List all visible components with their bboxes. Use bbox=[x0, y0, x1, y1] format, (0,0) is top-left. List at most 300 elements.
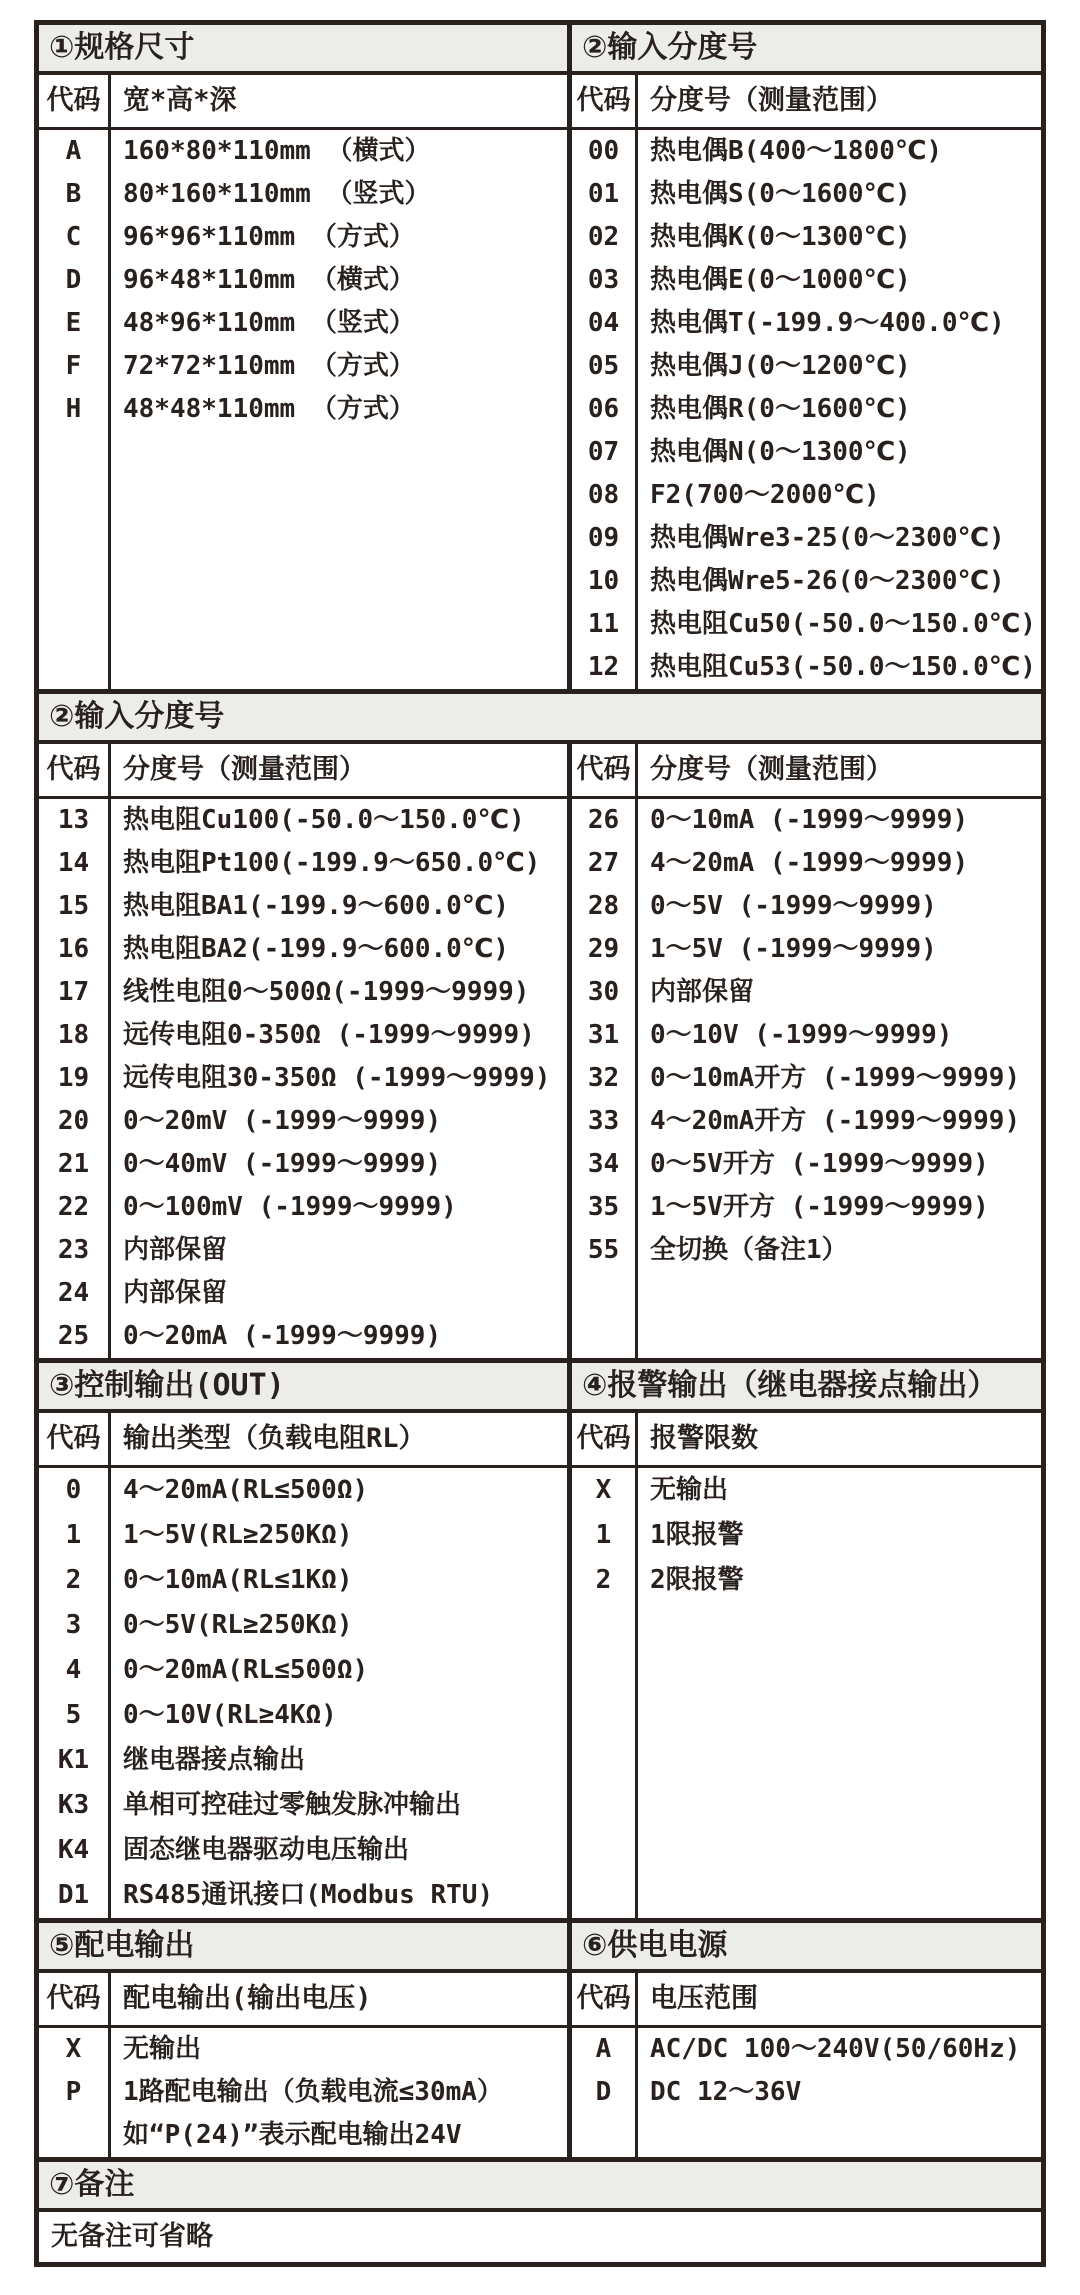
table-body bbox=[572, 1468, 1041, 1603]
desc-line: F2(700～2000℃) bbox=[650, 480, 880, 510]
desc-line: 48*96*110mm （竖式） bbox=[123, 308, 415, 338]
table-row bbox=[572, 259, 1041, 302]
desc-line: 0～10V (-1999～9999) bbox=[650, 1020, 953, 1050]
table-row bbox=[39, 1100, 567, 1143]
code-cell: 18 bbox=[39, 1014, 111, 1057]
column-header-row bbox=[572, 1413, 1041, 1468]
section-row-control-and-alarm bbox=[39, 1358, 1041, 1918]
table-row bbox=[572, 216, 1041, 259]
code-cell: D bbox=[39, 259, 111, 302]
table-row bbox=[572, 1143, 1041, 1186]
desc-cell bbox=[111, 1143, 567, 1186]
empty-code-column bbox=[39, 431, 111, 689]
table-row bbox=[39, 2071, 567, 2157]
desc-cell bbox=[638, 1558, 1041, 1603]
desc-cell bbox=[638, 1100, 1041, 1143]
table-row bbox=[39, 130, 567, 173]
desc-line: 0～20mV (-1999～9999) bbox=[123, 1106, 442, 1136]
code-cell: 16 bbox=[39, 928, 111, 971]
desc-line: 热电阻Cu50(-50.0～150.0℃) bbox=[650, 609, 1036, 639]
table-row bbox=[39, 1014, 567, 1057]
column-header-code: 代码 bbox=[39, 75, 111, 127]
table-row bbox=[39, 1828, 567, 1873]
code-cell: F bbox=[39, 345, 111, 388]
code-cell: 01 bbox=[572, 173, 638, 216]
desc-line: 单相可控硅过零触发脉冲输出 bbox=[123, 1790, 462, 1820]
code-cell: 27 bbox=[572, 842, 638, 885]
desc-line: 72*72*110mm （方式） bbox=[123, 351, 415, 381]
table-body bbox=[39, 2028, 567, 2157]
table-row bbox=[39, 1513, 567, 1558]
desc-cell bbox=[638, 130, 1041, 173]
desc-line: 0～10mA开方 (-1999～9999) bbox=[650, 1063, 1021, 1093]
column-header-desc: 输出类型（负载电阻RL） bbox=[123, 1423, 426, 1454]
column-header-code: 代码 bbox=[572, 1413, 638, 1465]
desc-cell bbox=[111, 216, 567, 259]
section-title: ③控制输出(OUT) bbox=[39, 1363, 567, 1413]
code-cell: 22 bbox=[39, 1186, 111, 1229]
desc-cell bbox=[111, 2071, 567, 2157]
code-cell: 13 bbox=[39, 799, 111, 842]
desc-cell bbox=[111, 928, 567, 971]
empty-filler bbox=[39, 431, 567, 689]
column-header-code: 代码 bbox=[39, 744, 111, 796]
code-cell: 23 bbox=[39, 1229, 111, 1272]
desc-line: 热电偶Wre5-26(0～2300℃) bbox=[650, 566, 1005, 596]
panel-input-range-b-left bbox=[39, 744, 572, 1358]
desc-cell bbox=[111, 1186, 567, 1229]
desc-cell bbox=[638, 1014, 1041, 1057]
desc-cell bbox=[111, 1603, 567, 1648]
section-title: ⑤配电输出 bbox=[39, 1923, 567, 1973]
column-header-row bbox=[39, 1973, 567, 2028]
code-cell: P bbox=[39, 2071, 111, 2157]
desc-cell bbox=[638, 1468, 1041, 1513]
desc-cell bbox=[638, 560, 1041, 603]
table-row bbox=[572, 885, 1041, 928]
desc-line: 4～20mA (-1999～9999) bbox=[650, 848, 969, 878]
remark-note: 无备注可省略 bbox=[51, 2221, 213, 2252]
desc-cell bbox=[638, 971, 1041, 1014]
empty-code-column bbox=[572, 1272, 638, 1358]
column-header-desc: 宽*高*深 bbox=[123, 85, 237, 116]
table-row bbox=[572, 517, 1041, 560]
table-row bbox=[39, 1315, 567, 1358]
desc-line: 热电偶R(0～1600℃) bbox=[650, 394, 911, 424]
desc-cell bbox=[638, 1513, 1041, 1558]
desc-line: 热电偶E(0～1000℃) bbox=[650, 265, 911, 295]
column-header-row bbox=[39, 744, 567, 799]
table-row bbox=[572, 1558, 1041, 1603]
desc-line: 继电器接点输出 bbox=[123, 1745, 306, 1775]
desc-cell bbox=[111, 885, 567, 928]
desc-line: 热电偶S(0～1600℃) bbox=[650, 179, 911, 209]
code-cell: 25 bbox=[39, 1315, 111, 1358]
code-cell: 3 bbox=[39, 1603, 111, 1648]
section-title: ①规格尺寸 bbox=[39, 25, 567, 75]
empty-desc-column bbox=[638, 2114, 1041, 2157]
code-cell: 03 bbox=[572, 259, 638, 302]
column-header-desc: 分度号（测量范围） bbox=[650, 85, 893, 116]
table-row bbox=[572, 474, 1041, 517]
desc-cell bbox=[111, 1828, 567, 1873]
column-header-desc: 电压范围 bbox=[650, 1983, 758, 2014]
table-row bbox=[39, 842, 567, 885]
table-row bbox=[39, 1143, 567, 1186]
desc-cell bbox=[638, 646, 1041, 689]
desc-line: 0～10mA (-1999～9999) bbox=[650, 805, 969, 835]
column-header-row bbox=[39, 75, 567, 130]
desc-cell bbox=[111, 1057, 567, 1100]
empty-code-column bbox=[572, 1603, 638, 1918]
desc-line: 热电阻BA2(-199.9～600.0℃) bbox=[123, 934, 509, 964]
column-header-code: 代码 bbox=[572, 75, 638, 127]
desc-line: 热电偶T(-199.9～400.0℃) bbox=[650, 308, 1005, 338]
desc-cell bbox=[111, 173, 567, 216]
table-row bbox=[39, 1648, 567, 1693]
table-row bbox=[572, 130, 1041, 173]
table-row bbox=[572, 302, 1041, 345]
desc-cell bbox=[638, 799, 1041, 842]
table-row bbox=[572, 1014, 1041, 1057]
table-row bbox=[39, 928, 567, 971]
desc-line: DC 12～36V bbox=[650, 2077, 802, 2107]
desc-line: 0～5V(RL≥250KΩ) bbox=[123, 1610, 353, 1640]
column-header-desc: 报警限数 bbox=[650, 1423, 758, 1454]
code-cell: K4 bbox=[39, 1828, 111, 1873]
table-row bbox=[572, 1229, 1041, 1272]
empty-filler bbox=[572, 1272, 1041, 1358]
table-body bbox=[572, 2028, 1041, 2114]
column-header-code: 代码 bbox=[572, 744, 638, 796]
desc-cell bbox=[638, 1143, 1041, 1186]
desc-cell bbox=[638, 345, 1041, 388]
desc-line: 1限报警 bbox=[650, 1520, 744, 1550]
table-row bbox=[572, 560, 1041, 603]
desc-cell bbox=[111, 971, 567, 1014]
desc-cell bbox=[638, 517, 1041, 560]
desc-line: 固态继电器驱动电压输出 bbox=[123, 1835, 410, 1865]
code-cell: 0 bbox=[39, 1468, 111, 1513]
desc-line: 内部保留 bbox=[650, 977, 755, 1007]
code-cell: 1 bbox=[39, 1513, 111, 1558]
desc-cell bbox=[111, 1873, 567, 1918]
desc-cell bbox=[638, 302, 1041, 345]
table-row bbox=[39, 1603, 567, 1648]
code-cell: 04 bbox=[572, 302, 638, 345]
desc-cell bbox=[111, 302, 567, 345]
code-cell: 33 bbox=[572, 1100, 638, 1143]
section-title: ④报警输出（继电器接点输出） bbox=[572, 1363, 1041, 1413]
desc-cell bbox=[111, 1315, 567, 1358]
section-input-range-b bbox=[39, 689, 1041, 1358]
desc-cell bbox=[638, 842, 1041, 885]
table-row bbox=[572, 388, 1041, 431]
table-body bbox=[39, 130, 567, 431]
desc-line: 2限报警 bbox=[650, 1565, 744, 1595]
code-cell: 1 bbox=[572, 1513, 638, 1558]
table-row bbox=[39, 173, 567, 216]
empty-filler bbox=[572, 2114, 1041, 2157]
code-cell: 11 bbox=[572, 603, 638, 646]
desc-line: 0～10mA(RL≤1KΩ) bbox=[123, 1565, 353, 1595]
code-cell: 21 bbox=[39, 1143, 111, 1186]
code-cell: 09 bbox=[572, 517, 638, 560]
panel-control-output bbox=[39, 1363, 572, 1918]
desc-line: 96*48*110mm （横式） bbox=[123, 265, 415, 295]
code-cell: 2 bbox=[39, 1558, 111, 1603]
input-range-b-body bbox=[39, 744, 1041, 1358]
desc-cell bbox=[111, 345, 567, 388]
desc-cell bbox=[111, 2028, 567, 2071]
code-cell: 07 bbox=[572, 431, 638, 474]
code-cell: 05 bbox=[572, 345, 638, 388]
desc-line: 0～5V (-1999～9999) bbox=[650, 891, 937, 921]
table-row bbox=[39, 1783, 567, 1828]
column-header-desc: 配电输出(输出电压) bbox=[123, 1983, 372, 2014]
code-cell: 12 bbox=[572, 646, 638, 689]
code-cell: 2 bbox=[572, 1558, 638, 1603]
desc-cell bbox=[111, 1693, 567, 1738]
table-body bbox=[39, 799, 567, 1358]
table-row bbox=[39, 345, 567, 388]
table-row bbox=[572, 799, 1041, 842]
table-row bbox=[572, 928, 1041, 971]
table-row bbox=[39, 1186, 567, 1229]
desc-line: 4～20mA(RL≤500Ω) bbox=[123, 1475, 369, 1505]
code-cell: 02 bbox=[572, 216, 638, 259]
desc-line: 热电偶B(400～1800℃) bbox=[650, 136, 943, 166]
section-title: ②输入分度号 bbox=[572, 25, 1041, 75]
code-cell: 00 bbox=[572, 130, 638, 173]
column-header-desc: 分度号（测量范围） bbox=[123, 754, 366, 785]
desc-line: 远传电阻30-350Ω (-1999～9999) bbox=[123, 1063, 551, 1093]
code-cell: H bbox=[39, 388, 111, 431]
desc-line: 1～5V (-1999～9999) bbox=[650, 934, 937, 964]
code-cell: B bbox=[39, 173, 111, 216]
code-cell: 17 bbox=[39, 971, 111, 1014]
table-row bbox=[572, 2028, 1041, 2071]
code-cell: X bbox=[572, 1468, 638, 1513]
desc-line: 热电偶N(0～1300℃) bbox=[650, 437, 911, 467]
code-cell: 24 bbox=[39, 1272, 111, 1315]
column-header-row bbox=[572, 75, 1041, 130]
desc-cell bbox=[638, 259, 1041, 302]
desc-line: 热电阻BA1(-199.9～600.0℃) bbox=[123, 891, 509, 921]
desc-cell bbox=[111, 1558, 567, 1603]
code-cell: K3 bbox=[39, 1783, 111, 1828]
desc-cell bbox=[638, 431, 1041, 474]
desc-line: 96*96*110mm （方式） bbox=[123, 222, 415, 252]
desc-line: 全切换（备注1） bbox=[650, 1235, 848, 1265]
desc-cell bbox=[111, 388, 567, 431]
desc-line: 80*160*110mm （竖式） bbox=[123, 179, 431, 209]
desc-cell bbox=[111, 1100, 567, 1143]
table-row bbox=[39, 1738, 567, 1783]
desc-cell bbox=[638, 2071, 1041, 2114]
table-row bbox=[572, 646, 1041, 689]
desc-line: 内部保留 bbox=[123, 1278, 228, 1308]
desc-line: 0～5V开方 (-1999～9999) bbox=[650, 1149, 989, 1179]
empty-desc-column bbox=[638, 1272, 1041, 1358]
desc-cell bbox=[111, 799, 567, 842]
code-cell: X bbox=[39, 2028, 111, 2071]
desc-line: 1路配电输出（负载电流≤30mA） bbox=[123, 2077, 503, 2107]
desc-cell bbox=[111, 1513, 567, 1558]
desc-line: 0～100mV (-1999～9999) bbox=[123, 1192, 457, 1222]
desc-cell bbox=[638, 2028, 1041, 2071]
code-cell: 20 bbox=[39, 1100, 111, 1143]
section-row-dist-and-supply bbox=[39, 1918, 1041, 2157]
table-row bbox=[572, 1513, 1041, 1558]
table-row bbox=[572, 2071, 1041, 2114]
desc-line: 热电偶Wre3-25(0～2300℃) bbox=[650, 523, 1005, 553]
desc-cell bbox=[111, 842, 567, 885]
table-row bbox=[39, 302, 567, 345]
code-cell: 26 bbox=[572, 799, 638, 842]
code-cell: 30 bbox=[572, 971, 638, 1014]
desc-cell bbox=[638, 1057, 1041, 1100]
panel-input-range-b-right bbox=[572, 744, 1041, 1358]
table-row bbox=[39, 1693, 567, 1738]
desc-cell bbox=[111, 1014, 567, 1057]
column-header-code: 代码 bbox=[39, 1973, 111, 2025]
code-cell: 4 bbox=[39, 1648, 111, 1693]
table-row bbox=[39, 1873, 567, 1918]
code-cell: D1 bbox=[39, 1873, 111, 1918]
code-cell: A bbox=[39, 130, 111, 173]
desc-line: 热电偶J(0～1200℃) bbox=[650, 351, 911, 381]
desc-cell bbox=[111, 1229, 567, 1272]
desc-cell bbox=[638, 603, 1041, 646]
desc-cell bbox=[638, 1229, 1041, 1272]
code-cell: 19 bbox=[39, 1057, 111, 1100]
desc-line: 0～20mA (-1999～9999) bbox=[123, 1321, 442, 1351]
desc-line: 0～10V(RL≥4KΩ) bbox=[123, 1700, 337, 1730]
table-row bbox=[572, 1057, 1041, 1100]
desc-line: 48*48*110mm （方式） bbox=[123, 394, 415, 424]
empty-desc-column bbox=[638, 1603, 1041, 1918]
desc-line: 远传电阻0-350Ω (-1999～9999) bbox=[123, 1020, 535, 1050]
table-row bbox=[572, 842, 1041, 885]
table-row bbox=[39, 1558, 567, 1603]
table-row bbox=[39, 2028, 567, 2071]
column-header-desc: 分度号（测量范围） bbox=[650, 754, 893, 785]
table-row bbox=[572, 971, 1041, 1014]
panel-alarm-output bbox=[572, 1363, 1041, 1918]
code-cell: A bbox=[572, 2028, 638, 2071]
desc-cell bbox=[638, 885, 1041, 928]
table-row bbox=[39, 259, 567, 302]
desc-line: RS485通讯接口(Modbus RTU) bbox=[123, 1880, 494, 1910]
desc-line: 0～20mA(RL≤500Ω) bbox=[123, 1655, 369, 1685]
desc-cell bbox=[111, 1468, 567, 1513]
desc-line: 内部保留 bbox=[123, 1235, 228, 1265]
spec-table bbox=[34, 20, 1046, 2267]
desc-cell bbox=[638, 928, 1041, 971]
table-body bbox=[39, 1468, 567, 1918]
section-title: ⑦备注 bbox=[39, 2162, 1041, 2212]
table-row bbox=[572, 173, 1041, 216]
desc-line: 热电阻Cu53(-50.0～150.0℃) bbox=[650, 652, 1036, 682]
column-header-row bbox=[572, 744, 1041, 799]
desc-line: 1～5V开方 (-1999～9999) bbox=[650, 1192, 989, 1222]
desc-line: 线性电阻0～500Ω(-1999～9999) bbox=[123, 977, 530, 1007]
code-cell: 31 bbox=[572, 1014, 638, 1057]
table-row bbox=[39, 1057, 567, 1100]
table-row bbox=[39, 1229, 567, 1272]
section-row-size-and-input bbox=[39, 25, 1041, 689]
table-row bbox=[39, 885, 567, 928]
code-cell: 10 bbox=[572, 560, 638, 603]
panel-size-spec bbox=[39, 25, 572, 689]
desc-cell bbox=[638, 1186, 1041, 1229]
table-row bbox=[39, 1468, 567, 1513]
panel-input-range-a bbox=[572, 25, 1041, 689]
desc-cell bbox=[111, 259, 567, 302]
code-cell: D bbox=[572, 2071, 638, 2114]
column-header-code: 代码 bbox=[572, 1973, 638, 2025]
code-cell: 32 bbox=[572, 1057, 638, 1100]
empty-filler bbox=[572, 1603, 1041, 1918]
desc-line: 无输出 bbox=[123, 2034, 202, 2064]
table-body bbox=[572, 799, 1041, 1272]
desc-line: 热电阻Pt100(-199.9～650.0℃) bbox=[123, 848, 541, 878]
desc-line: 无输出 bbox=[650, 1475, 729, 1505]
column-header-code: 代码 bbox=[39, 1413, 111, 1465]
code-cell: 08 bbox=[572, 474, 638, 517]
desc-cell bbox=[111, 1272, 567, 1315]
desc-cell bbox=[638, 474, 1041, 517]
code-cell: E bbox=[39, 302, 111, 345]
table-row bbox=[39, 216, 567, 259]
desc-cell bbox=[638, 173, 1041, 216]
code-cell: 29 bbox=[572, 928, 638, 971]
desc-line: 4～20mA开方 (-1999～9999) bbox=[650, 1106, 1021, 1136]
empty-code-column bbox=[572, 2114, 638, 2157]
desc-line-2: 如“P(24)”表示配电输出24V bbox=[123, 2120, 462, 2150]
table-row bbox=[572, 1186, 1041, 1229]
desc-line: 热电偶K(0～1300℃) bbox=[650, 222, 911, 252]
section-remark bbox=[39, 2157, 1041, 2262]
table-row bbox=[572, 1100, 1041, 1143]
desc-cell bbox=[111, 1783, 567, 1828]
desc-cell bbox=[638, 388, 1041, 431]
desc-cell bbox=[111, 1738, 567, 1783]
code-cell: 55 bbox=[572, 1229, 638, 1272]
desc-cell bbox=[638, 216, 1041, 259]
code-cell: 06 bbox=[572, 388, 638, 431]
table-row bbox=[572, 603, 1041, 646]
code-cell: 28 bbox=[572, 885, 638, 928]
code-cell: 34 bbox=[572, 1143, 638, 1186]
desc-line: 0～40mV (-1999～9999) bbox=[123, 1149, 442, 1179]
section-title: ⑥供电电源 bbox=[572, 1923, 1041, 1973]
table-row bbox=[572, 431, 1041, 474]
table-row bbox=[572, 345, 1041, 388]
table-row bbox=[39, 971, 567, 1014]
section-title: ②输入分度号 bbox=[39, 694, 1041, 744]
table-row bbox=[39, 388, 567, 431]
table-body bbox=[572, 130, 1041, 689]
empty-desc-column bbox=[111, 431, 567, 689]
table-row bbox=[572, 1468, 1041, 1513]
table-row bbox=[39, 1272, 567, 1315]
panel-power-supply bbox=[572, 1923, 1041, 2157]
code-cell: 35 bbox=[572, 1186, 638, 1229]
code-cell: 15 bbox=[39, 885, 111, 928]
desc-line: 热电阻Cu100(-50.0～150.0℃) bbox=[123, 805, 525, 835]
